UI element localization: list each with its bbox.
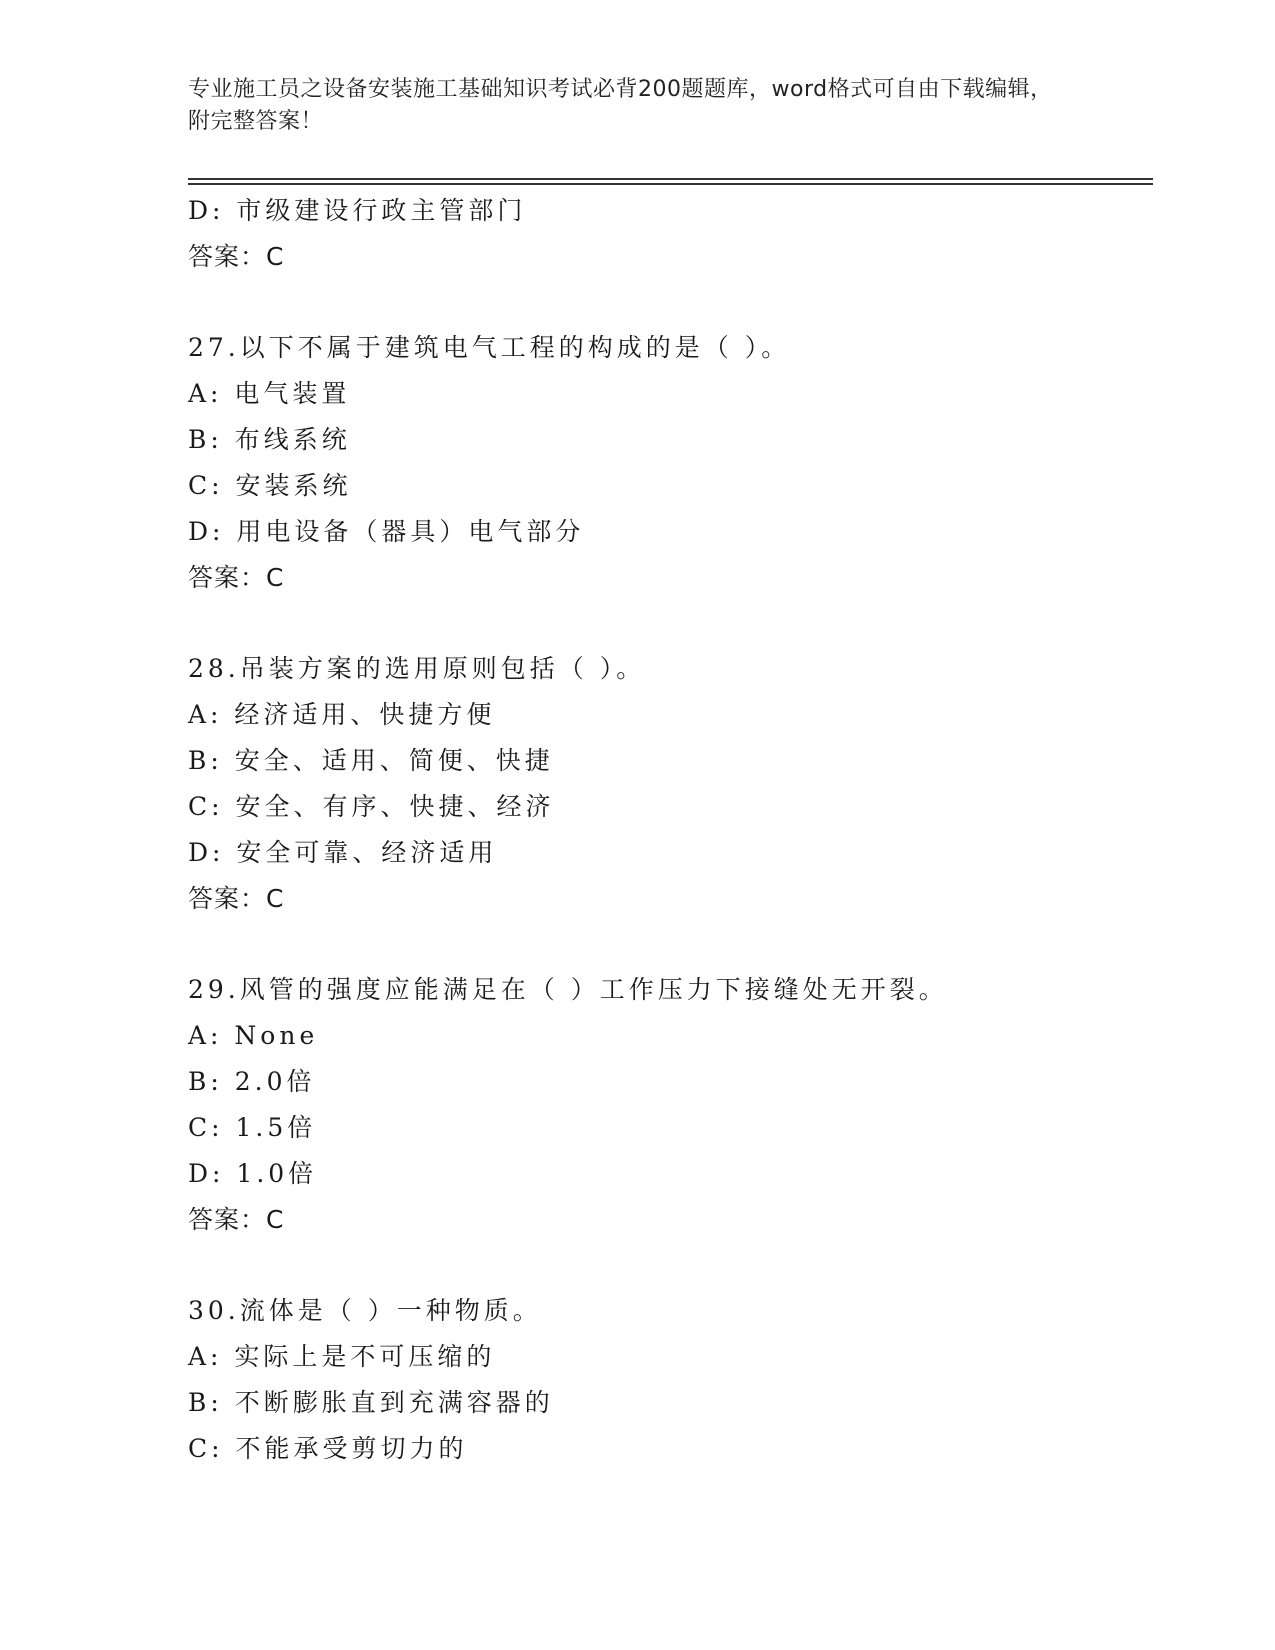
document-header [188,74,1068,138]
question-28 [188,646,1148,922]
question-text: 27.以下不属于建筑电气工程的构成的是（ ）。 [188,333,791,362]
option-b: B: 2.0倍 [188,1067,316,1096]
option-b: B: 安全、适用、简便、快捷 [188,746,554,775]
option-b: B: 布线系统 [188,425,351,454]
question-text: 30.流体是（ ）一种物质。 [188,1296,542,1325]
answer-line: 答案：C [188,1205,285,1234]
option-d: D: 1.0倍 [188,1159,318,1188]
answer-line: 答案：C [188,563,285,592]
question-30 [188,1288,1148,1472]
option-c: C: 不能承受剪切力的 [188,1434,468,1463]
option-c: C: 安装系统 [188,471,352,500]
answer-line: 答案：C [188,884,285,913]
option-a: A: None [188,1021,319,1050]
option-d: D: 安全可靠、经济适用 [188,838,498,867]
document-body [188,188,1148,1472]
question-27 [188,325,1148,601]
document-title: 专业施工员之设备安装施工基础知识考试必背200题题库，word格式可自由下载编辑，附完整答案！ [188,77,1053,134]
question-text: 29.风管的强度应能满足在（ ）工作压力下接缝处无开裂。 [188,975,948,1004]
header-rule-top [188,178,1153,180]
option-a: A: 实际上是不可压缩的 [188,1342,496,1371]
option-d: D: 市级建设行政主管部门 [188,196,527,225]
option-b: B: 不断膨胀直到充满容器的 [188,1388,554,1417]
option-d: D: 用电设备（器具）电气部分 [188,517,585,546]
header-rule-bottom [188,183,1153,185]
question-text: 28.吊装方案的选用原则包括（ ）。 [188,654,646,683]
option-a: A: 经济适用、快捷方便 [188,700,496,729]
option-a: A: 电气装置 [188,379,351,408]
option-c: C: 安全、有序、快捷、经济 [188,792,555,821]
answer-line: 答案：C [188,242,285,271]
option-c: C: 1.5倍 [188,1113,317,1142]
question-29 [188,967,1148,1243]
question-26-continuation [188,188,1148,280]
